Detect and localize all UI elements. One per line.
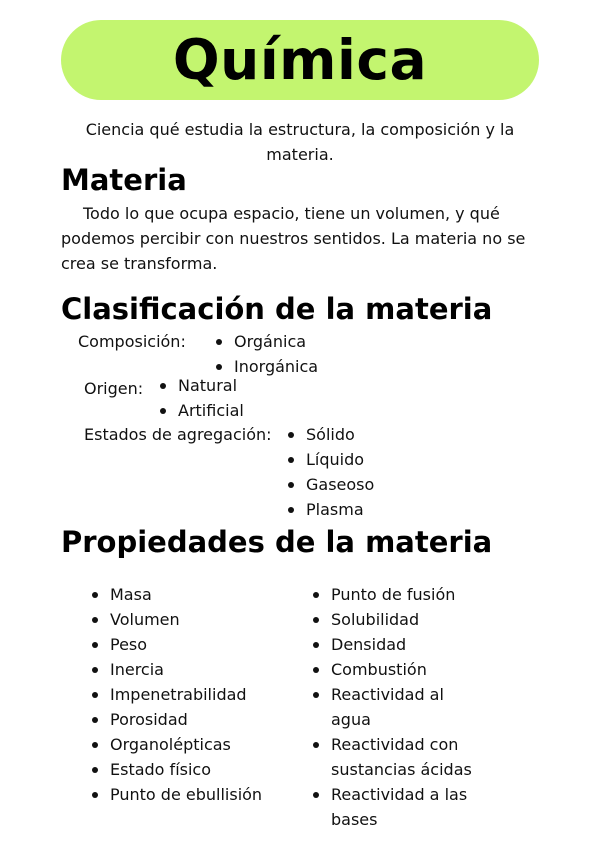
- list-item: Peso: [90, 632, 262, 657]
- list-item: Organolépticas: [90, 732, 262, 757]
- list-item: Masa: [90, 582, 262, 607]
- list-item: Volumen: [90, 607, 262, 632]
- list-item: Orgánica: [214, 329, 318, 354]
- list-item: Solubilidad: [311, 607, 491, 632]
- estados-list: [286, 422, 374, 522]
- list-item: Líquido: [286, 447, 374, 472]
- list-item: Artificial: [158, 398, 244, 423]
- list-item: Impenetrabilidad: [90, 682, 262, 707]
- list-item: Densidad: [311, 632, 491, 657]
- list-item: Punto de ebullisión: [90, 782, 262, 807]
- propiedades-heading: Propiedades de la materia: [61, 525, 493, 559]
- propiedades-list-1: [90, 582, 262, 807]
- origen-list: [158, 373, 244, 423]
- list-item: Reactividad con sustancias ácidas: [311, 732, 486, 782]
- composicion-label: Composición:: [78, 332, 186, 351]
- intro-text: Ciencia qué estudia la estructura, la composición y la materia.: [85, 120, 515, 164]
- list-item: Plasma: [286, 497, 374, 522]
- list-item: Porosidad: [90, 707, 262, 732]
- composicion-list: [214, 329, 318, 379]
- list-item: Combustión: [311, 657, 491, 682]
- materia-heading: Materia: [61, 163, 187, 197]
- title-banner: [61, 20, 539, 100]
- list-item: Reactividad al agua: [311, 682, 461, 732]
- origen-label: Origen:: [84, 379, 144, 398]
- propiedades-list-2: [311, 582, 491, 832]
- list-item: Sólido: [286, 422, 374, 447]
- clasificacion-heading: Clasificación de la materia: [61, 292, 493, 326]
- list-item: Estado físico: [90, 757, 262, 782]
- list-item: Natural: [158, 373, 244, 398]
- page-title: Química: [172, 28, 428, 92]
- list-item: Inercia: [90, 657, 262, 682]
- list-item: Inorgánica: [214, 354, 318, 379]
- estados-label: Estados de agregación:: [84, 425, 272, 444]
- list-item: Reactividad a las bases: [311, 782, 471, 832]
- materia-paragraph: Todo lo que ocupa espacio, tiene un volumen, y qué podemos percibir con nuestros sentidos. La materia no se crea se transforma.: [61, 204, 526, 273]
- list-item: Gaseoso: [286, 472, 374, 497]
- list-item: Punto de fusión: [311, 582, 491, 607]
